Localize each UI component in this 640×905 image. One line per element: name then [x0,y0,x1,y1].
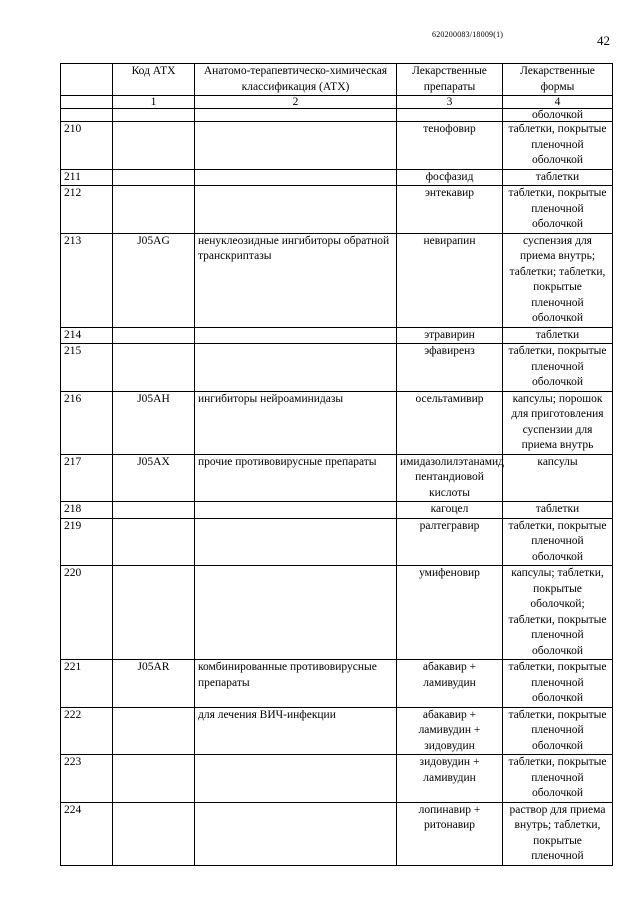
classification-cell: ингибиторы нейроаминидазы [195,391,397,454]
atx-code-cell [113,502,195,519]
row-number-cell: 223 [61,755,113,803]
classification-cell [195,802,397,865]
atx-code-cell [113,186,195,234]
table-row [61,344,613,392]
classification-cell [195,109,397,122]
classification-cell: ненуклеозидные ингибиторы обратной транскриптазы [195,233,397,327]
atx-code-cell [113,344,195,392]
table-row [61,327,613,344]
atx-code-cell: J05AH [113,391,195,454]
row-number-cell: 213 [61,233,113,327]
column-number-cell: 2 [195,96,397,109]
drug-name-cell: лопинавир + ритонавир [397,802,503,865]
column-number-cell: 4 [503,96,613,109]
classification-cell [195,169,397,186]
row-number-cell: 224 [61,802,113,865]
dosage-form-cell: капсулы; порошок для приготовления суспензии для приема внутрь [503,391,613,454]
header-cell-index [61,64,113,96]
classification-cell [195,502,397,519]
row-number-cell: 220 [61,566,113,660]
drug-name-cell: абакавир + ламивудин + зидовудин [397,707,503,755]
drug-name-cell: умифеновир [397,566,503,660]
atx-code-cell [113,169,195,186]
table-row [61,755,613,803]
dosage-form-cell: таблетки [503,327,613,344]
atx-drug-table [60,63,613,866]
classification-cell [195,344,397,392]
atx-code-cell: J05AG [113,233,195,327]
dosage-form-cell: таблетки, покрытые пленочной оболочкой [503,707,613,755]
row-number-cell: 222 [61,707,113,755]
drug-name-cell [397,109,503,122]
table-body [61,109,613,866]
row-number-cell: 215 [61,344,113,392]
table-row [61,707,613,755]
document-number: 620200083/18009(1) [432,30,504,39]
atx-code-cell [113,109,195,122]
atx-code-cell [113,327,195,344]
row-number-cell: 210 [61,122,113,170]
column-number-cell: 3 [397,96,503,109]
table-column-number-row [61,96,613,109]
drug-name-cell: эфавиренз [397,344,503,392]
header-cell-classification: Анатомо-терапевтическо-химическая классификация (АТХ) [195,64,397,96]
atx-code-cell [113,566,195,660]
header-cell-dosage-forms: Лекарственные формы [503,64,613,96]
dosage-form-cell: таблетки, покрытые пленочной оболочкой [503,186,613,234]
table-header-row [61,64,613,96]
drug-name-cell: невирапин [397,233,503,327]
drug-name-cell: имидазолилэтанамид пентандиовой кислоты [397,454,503,502]
column-number-cell: 1 [113,96,195,109]
page-number: 42 [597,33,610,48]
table-row [61,802,613,865]
drug-name-cell: кагоцел [397,502,503,519]
atx-code-cell [113,755,195,803]
atx-code-cell [113,518,195,566]
table-row [61,169,613,186]
drug-name-cell: ралтегравир [397,518,503,566]
atx-code-cell: J05AR [113,660,195,708]
dosage-form-cell: таблетки, покрытые пленочной оболочкой [503,518,613,566]
table-row [61,122,613,170]
dosage-form-cell: оболочкой [503,109,613,122]
classification-cell: прочие противовирусные препараты [195,454,397,502]
classification-cell [195,122,397,170]
table-row [61,660,613,708]
table-row [61,454,613,502]
row-number-cell: 217 [61,454,113,502]
drug-name-cell: фосфазид [397,169,503,186]
drug-name-cell: энтекавир [397,186,503,234]
drug-name-cell: этравирин [397,327,503,344]
drug-name-cell: осельтамивир [397,391,503,454]
dosage-form-cell: таблетки, покрытые пленочной оболочкой [503,755,613,803]
classification-cell [195,566,397,660]
classification-cell: комбинированные противовирусные препараты [195,660,397,708]
row-number-cell: 212 [61,186,113,234]
atx-code-cell: J05AX [113,454,195,502]
table-row [61,566,613,660]
table-row [61,233,613,327]
row-number-cell [61,109,113,122]
dosage-form-cell: капсулы [503,454,613,502]
row-number-cell: 214 [61,327,113,344]
classification-cell [195,186,397,234]
table-row [61,502,613,519]
classification-cell [195,518,397,566]
dosage-form-cell: капсулы; таблетки, покрытые оболочкой; таблетки, покрытые пленочной оболочкой [503,566,613,660]
header-cell-drugs: Лекарственные препараты [397,64,503,96]
dosage-form-cell: таблетки, покрытые пленочной оболочкой [503,344,613,392]
table-row [61,391,613,454]
table-row [61,186,613,234]
classification-cell [195,755,397,803]
classification-cell: для лечения ВИЧ-инфекции [195,707,397,755]
drug-name-cell: зидовудин + ламивудин [397,755,503,803]
table-row [61,518,613,566]
dosage-form-cell: раствор для приема внутрь; таблетки, покрытые пленочной [503,802,613,865]
atx-code-cell [113,707,195,755]
dosage-form-cell: таблетки, покрытые пленочной оболочкой [503,660,613,708]
dosage-form-cell: таблетки, покрытые пленочной оболочкой [503,122,613,170]
dosage-form-cell: таблетки [503,502,613,519]
row-number-cell: 221 [61,660,113,708]
column-number-cell [61,96,113,109]
classification-cell [195,327,397,344]
atx-code-cell [113,802,195,865]
row-number-cell: 218 [61,502,113,519]
drug-name-cell: тенофовир [397,122,503,170]
row-number-cell: 216 [61,391,113,454]
dosage-form-cell: суспензия для приема внутрь; таблетки; таблетки, покрытые пленочной оболочкой [503,233,613,327]
drug-name-cell: абакавир + ламивудин [397,660,503,708]
row-number-cell: 219 [61,518,113,566]
dosage-form-cell: таблетки [503,169,613,186]
table-row [61,109,613,122]
row-number-cell: 211 [61,169,113,186]
atx-code-cell [113,122,195,170]
header-cell-atx-code: Код АТХ [113,64,195,96]
